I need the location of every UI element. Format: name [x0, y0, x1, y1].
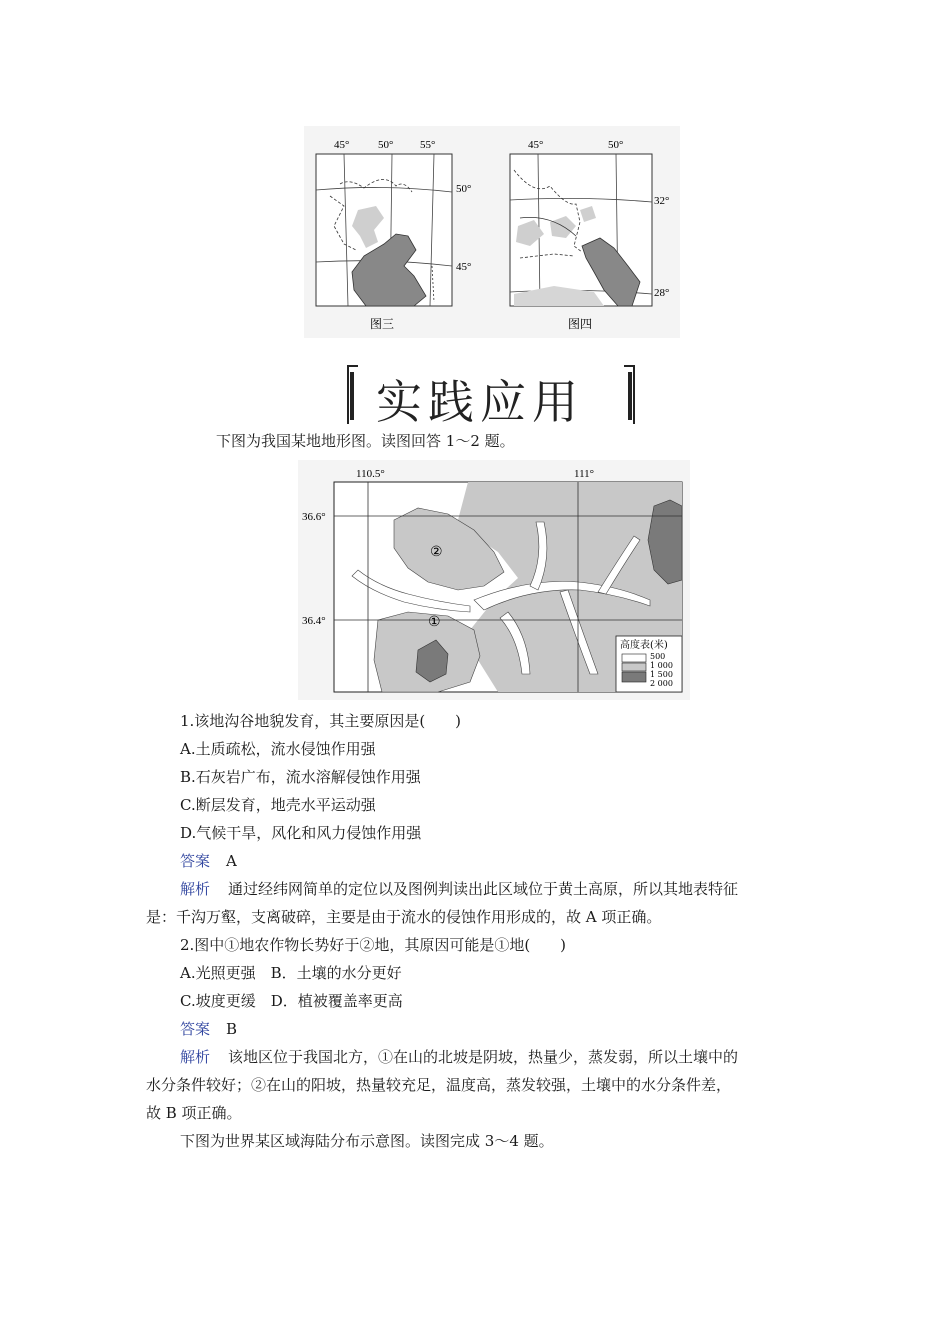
analysis-label: 解析 — [180, 1048, 211, 1066]
map4-lat-label-2: 28° — [654, 287, 670, 299]
map-three — [316, 139, 471, 331]
map3-caption: 图三 — [370, 317, 395, 331]
map4-caption: 图四 — [568, 317, 593, 331]
question-2-answer — [180, 1020, 237, 1039]
answer-value: A — [226, 852, 237, 870]
question-1-analysis-line-2: 是：千沟万壑，支离破碎，主要是由于流水的侵蚀作用形成的，故 A 项正确。 — [146, 908, 662, 926]
answer-value: B — [226, 1020, 238, 1038]
question-1-option-c: C.断层发育，地壳水平运动强 — [180, 796, 376, 814]
map-four — [510, 139, 669, 331]
terrain-map — [298, 460, 690, 700]
question-1-analysis-line-1 — [180, 880, 738, 899]
question-2-analysis-line-1 — [180, 1048, 738, 1067]
legend-level-1000: 1 000 — [650, 661, 673, 670]
analysis-text: 该地区位于我国北方，①在山的北坡是阴坡，热量少，蒸发弱，所以土壤中的 — [228, 1048, 739, 1066]
legend-level-2000: 2 000 — [650, 679, 673, 688]
legend-level-1500: 1 500 — [650, 670, 673, 679]
map3-lat-label-1: 50° — [456, 183, 472, 195]
terrain-lon-label-1: 110.5° — [356, 468, 385, 480]
intro-question-3-4: 下图为世界某区域海陆分布示意图。读图完成 3～4 题。 — [180, 1132, 554, 1150]
top-figure-svg — [304, 126, 680, 338]
question-2-options-ab: A.光照更强 B．土壤的水分更好 — [180, 964, 402, 982]
legend-swatch-low — [622, 654, 646, 662]
legend-title: 高度表(米) — [620, 640, 668, 651]
question-2-stem: 2.图中①地农作物长势好于②地，其原因可能是①地( ) — [180, 936, 567, 954]
legend-swatch-high — [622, 672, 646, 682]
section-title: 实践应用 — [376, 375, 584, 429]
top-figure — [304, 126, 680, 338]
question-2-options-cd: C.坡度更缓 D．植被覆盖率更高 — [180, 992, 403, 1010]
analysis-label: 解析 — [180, 880, 211, 898]
question-1-option-b: B.石灰岩广布，流水溶解侵蚀作用强 — [180, 768, 421, 786]
intro-question-1-2: 下图为我国某地地形图。读图回答 1～2 题。 — [216, 432, 515, 450]
legend-swatch-mid — [622, 663, 646, 671]
elevation-legend — [616, 636, 682, 692]
question-2-analysis-line-2: 水分条件较好；②在山的阳坡，热量较充足，温度高，蒸发较强，土壤中的水分条件差， — [146, 1076, 732, 1094]
question-1-answer — [180, 852, 237, 871]
map3-lon-label-2: 50° — [378, 139, 394, 151]
question-1-stem: 1.该地沟谷地貌发育，其主要原因是( ) — [180, 712, 462, 730]
question-1-option-d: D.气候干旱，风化和风力侵蚀作用强 — [180, 824, 422, 842]
analysis-text: 通过经纬网简单的定位以及图例判读出此区域位于黄土高原，所以其地表特征 — [228, 880, 739, 898]
terrain-lat-label-2: 36.4° — [302, 615, 326, 627]
marker-one: ① — [428, 614, 441, 630]
map4-lon-label-2: 50° — [608, 139, 624, 151]
terrain-lat-label-1: 36.6° — [302, 511, 326, 523]
section-header — [338, 362, 644, 428]
answer-label: 答案 — [180, 1020, 211, 1038]
answer-label: 答案 — [180, 852, 211, 870]
terrain-lon-label-2: 111° — [574, 468, 595, 480]
map4-lat-label-1: 32° — [654, 195, 670, 207]
terrain-map-svg — [298, 460, 690, 700]
marker-two: ② — [430, 544, 443, 560]
question-2-analysis-line-3: 故 B 项正确。 — [146, 1104, 242, 1122]
legend-level-500: 500 — [650, 652, 666, 661]
question-1-option-a: A.土质疏松，流水侵蚀作用强 — [180, 740, 376, 758]
map3-lon-label-3: 55° — [420, 139, 436, 151]
map3-lon-label-1: 45° — [334, 139, 350, 151]
map4-lon-label-1: 45° — [528, 139, 544, 151]
map3-lat-label-2: 45° — [456, 261, 472, 273]
